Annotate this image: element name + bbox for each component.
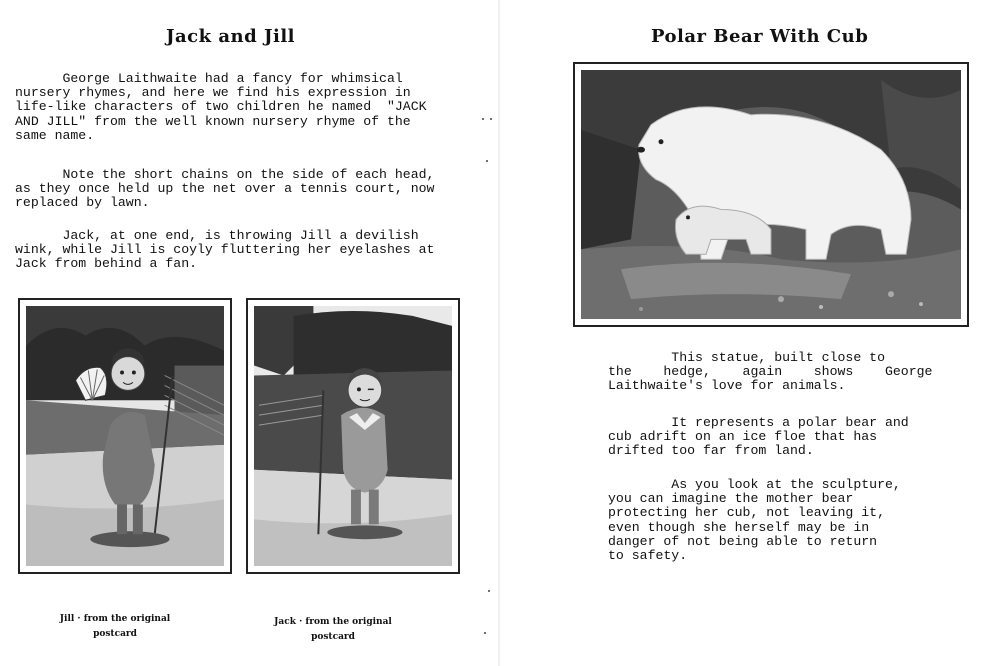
jack-photo — [246, 298, 460, 574]
text-line: danger of not being able to return — [608, 533, 878, 549]
text-line: As you look at the sculpture, — [608, 477, 901, 492]
text-line: you can imagine the mother bear — [608, 491, 854, 507]
jack-photo-image — [254, 306, 452, 566]
text-line: cub adrift on an ice floe that has — [608, 429, 878, 445]
text-line: Laithwaite's love for animals. — [608, 378, 846, 394]
caption-line: postcard — [93, 629, 137, 639]
speck — [484, 632, 486, 634]
text-line: drifted too far from land. — [608, 443, 814, 459]
speck — [490, 118, 492, 120]
text-line: replaced by lawn. — [15, 195, 150, 211]
paragraph-wink — [15, 229, 434, 272]
text-line: to safety. — [608, 548, 688, 564]
text-line: AND JILL" from the well known nursery rhyme of the — [15, 113, 411, 129]
speck — [482, 118, 484, 120]
paragraph-chains — [15, 168, 434, 211]
jill-photo-image — [26, 306, 224, 566]
text-line: the hedge, again shows George — [608, 364, 933, 380]
text-line: same name. — [15, 127, 95, 143]
jill-caption — [40, 612, 190, 642]
text-line: life-like characters of two children he named "JACK — [15, 99, 427, 115]
left-page-title: Jack and Jill — [166, 26, 296, 47]
paragraph-protecting — [608, 478, 901, 563]
caption-line: postcard — [311, 632, 355, 642]
polar-bear-photo — [573, 62, 969, 327]
speck — [488, 590, 490, 592]
caption-line: Jill · from the original — [59, 614, 171, 624]
text-line: This statue, built close to — [608, 350, 885, 365]
text-line: nursery rhymes, and here we find his expression in — [15, 85, 411, 101]
text-line: protecting her cub, not leaving it, — [608, 505, 885, 521]
text-line: Jack from behind a fan. — [15, 256, 198, 272]
paragraph-ice-floe — [608, 416, 909, 459]
polar-bear-photo-image — [581, 70, 961, 319]
text-line: It represents a polar bear and — [608, 415, 909, 430]
page-gutter — [498, 0, 500, 666]
paragraph-hedge — [608, 351, 932, 394]
text-line: even though she herself may be in — [608, 519, 870, 535]
right-page — [505, 0, 1000, 666]
text-line: Note the short chains on the side of each head, — [15, 167, 435, 182]
right-page-title: Polar Bear With Cub — [651, 26, 869, 47]
speck — [486, 160, 488, 162]
text-line: Jack, at one end, is throwing Jill a devilish — [15, 228, 419, 243]
text-line: as they once held up the net over a tennis court, now — [15, 181, 435, 197]
jill-photo — [18, 298, 232, 574]
jack-caption — [258, 615, 408, 645]
left-page — [0, 0, 495, 666]
text-line: wink, while Jill is coyly fluttering her eyelashes at — [15, 242, 435, 258]
caption-line: Jack · from the original — [274, 617, 392, 627]
paragraph-intro — [15, 72, 427, 143]
text-line: George Laithwaite had a fancy for whimsical — [15, 71, 403, 86]
